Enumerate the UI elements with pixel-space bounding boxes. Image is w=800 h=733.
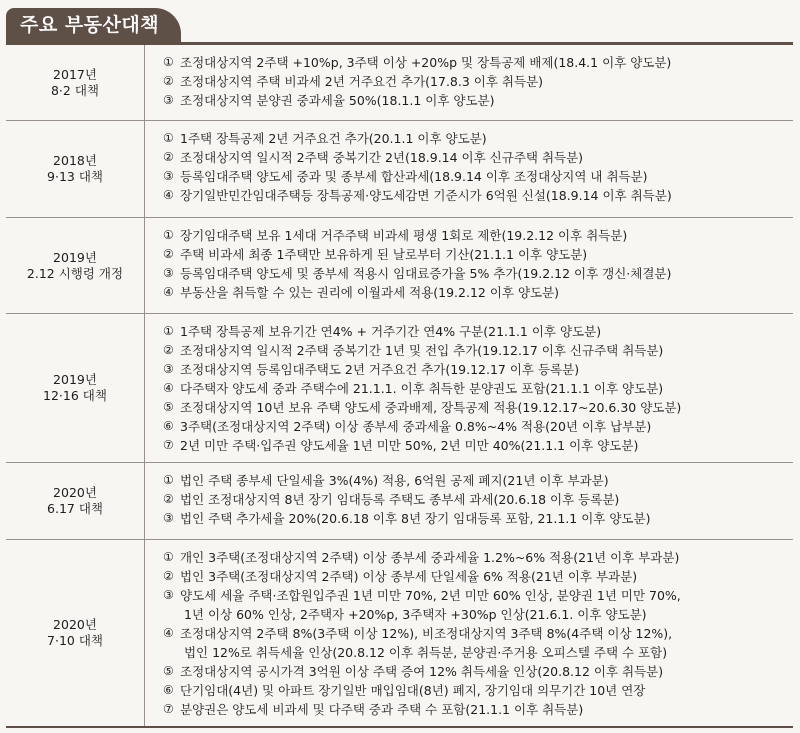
item-text: 1년 이상 60% 인상, 2주택자 +20%p, 3주택자 +30%p 인상(21.6.1. 이후 양도분) <box>180 607 647 622</box>
item-number: ② <box>163 247 174 261</box>
policy-row <box>6 314 793 463</box>
item-text: 조정대상지역 일시적 2주택 중복기간 1년 및 전입 추가(19.12.17 이후 신규주택 취득분) <box>180 343 664 358</box>
policy-item <box>163 662 793 681</box>
policy-label <box>6 45 145 120</box>
policy-item <box>163 567 793 586</box>
item-number: ② <box>163 569 174 583</box>
item-text: 2년 미만 주택·입주권 양도세율 1년 미만 50%, 2년 미만 40%(21.1.1 이후 양도분) <box>180 438 639 453</box>
item-number: ③ <box>163 588 174 602</box>
policy-label <box>6 314 145 462</box>
policy-label-line: 2.12 시행령 개정 <box>26 265 124 281</box>
item-text: 법인 3주택(조정대상지역 2주택) 이상 종부세 단일세율 6% 적용(21년 이후 부과분) <box>180 569 638 584</box>
policy-item <box>163 167 793 186</box>
policy-item <box>163 91 793 110</box>
item-text: 조정대상지역 2주택 +10%p, 3주택 이상 +20%p 및 장특공제 배제(18.4.1 이후 양도분) <box>180 55 672 70</box>
policy-label-line: 2019년 <box>53 372 97 387</box>
item-number: ② <box>163 74 174 88</box>
policy-item <box>163 226 793 245</box>
item-number: ⑦ <box>163 702 174 716</box>
policy-row <box>6 218 793 314</box>
policy-label-line: 2017년 <box>53 66 97 82</box>
item-number: ⑥ <box>163 683 174 697</box>
item-number: ③ <box>163 266 174 280</box>
policy-item <box>163 624 793 643</box>
item-text: 법인 조정대상지역 8년 장기 임대등록 주택도 종부세 과세(20.6.18 이후 등록분) <box>180 492 620 507</box>
policy-table <box>6 42 793 728</box>
item-number: ④ <box>163 285 174 299</box>
policy-items <box>145 218 793 313</box>
policy-row <box>6 540 793 726</box>
policy-item <box>163 379 793 398</box>
item-text: 다주택자 양도세 중과 주택수에 21.1.1. 이후 취득한 분양권도 포함(21.1.1 이후 양도분) <box>180 381 664 396</box>
policy-item <box>163 643 793 662</box>
policy-item <box>163 264 793 283</box>
policy-label-line: 2019년 <box>53 249 97 265</box>
policy-item <box>163 398 793 417</box>
policy-item <box>163 186 793 205</box>
item-number <box>163 605 180 624</box>
item-text: 조정대상지역 분양권 중과세율 50%(18.1.1 이후 양도분) <box>180 93 495 108</box>
item-number: ① <box>163 324 174 338</box>
item-number: ④ <box>163 381 174 395</box>
policy-label-line: 2020년 <box>53 617 97 632</box>
item-text: 단기임대(4년) 및 아파트 장기일반 매입임대(8년) 폐지, 장기임대 의무기간 10년 연장 <box>180 683 646 698</box>
policy-label-line: 2018년 <box>53 153 97 168</box>
policy-label-line: 9·13 대책 <box>47 169 103 184</box>
policy-label-line: 12·16 대책 <box>43 388 107 403</box>
item-number: ① <box>163 131 174 145</box>
item-number: ② <box>163 492 174 506</box>
policy-item <box>163 129 793 148</box>
item-text: 주택 비과세 최종 1주택만 보유하게 된 날로부터 기산(21.1.1 이후 양도분) <box>180 247 588 262</box>
item-text: 양도세 세율 주택·조합원입주권 1년 미만 70%, 2년 미만 60% 인상, 분양권 1년 미만 70%, <box>180 588 681 603</box>
policy-item <box>163 341 793 360</box>
policy-items <box>145 121 793 217</box>
item-text: 조정대상지역 10년 보유 주택 양도세 중과배제, 장특공제 적용(19.12.17~20.6.30 양도분) <box>180 400 682 415</box>
policy-label <box>6 121 145 217</box>
policy-label <box>6 540 145 726</box>
item-text: 1주택 장특공제 보유기간 연4% + 거주기간 연4% 구분(21.1.1 이후 양도분) <box>180 324 602 339</box>
item-text: 1주택 장특공제 2년 거주요건 추가(20.1.1 이후 양도분) <box>180 131 487 146</box>
policy-label-line: 8·2 대책 <box>50 82 99 98</box>
item-number: ③ <box>163 362 174 376</box>
policy-item <box>163 605 793 624</box>
item-text: 3주택(조정대상지역 2주택) 이상 종부세 중과세율 0.8%~4% 적용(20년 이후 납부분) <box>180 419 652 434</box>
policy-label-line: 6.17 대책 <box>47 501 103 516</box>
item-text: 개인 3주택(조정대상지역 2주택) 이상 종부세 중과세율 1.2%~6% 적용(21년 이후 부과분) <box>180 550 680 565</box>
policy-items <box>145 540 793 726</box>
policy-item <box>163 322 793 341</box>
item-number <box>163 643 180 662</box>
policy-item <box>163 436 793 455</box>
item-number: ⑤ <box>163 664 174 678</box>
item-number: ① <box>163 473 174 487</box>
item-number: ④ <box>163 626 174 640</box>
policy-item <box>163 586 793 605</box>
page-title: 주요 부동산대책 <box>6 8 181 42</box>
policy-item <box>163 53 793 72</box>
policy-row <box>6 463 793 540</box>
item-number: ① <box>163 550 174 564</box>
item-text: 조정대상지역 일시적 2주택 중복기간 2년(18.9.14 이후 신규주택 취득분) <box>180 150 584 165</box>
item-text: 분양권은 양도세 비과세 및 다주택 중과 주택 수 포함(21.1.1 이후 취득분) <box>180 702 584 717</box>
item-number: ① <box>163 228 174 242</box>
item-number: ⑥ <box>163 419 174 433</box>
policy-items <box>145 463 793 539</box>
item-text: 부동산을 취득할 수 있는 권리에 이월과세 적용(19.2.12 이후 양도분) <box>180 285 560 300</box>
item-number: ② <box>163 150 174 164</box>
policy-row <box>6 121 793 218</box>
policy-item <box>163 548 793 567</box>
policy-item <box>163 509 793 528</box>
policy-label <box>6 463 145 539</box>
policy-item <box>163 471 793 490</box>
item-text: 조정대상지역 2주택 8%(3주택 이상 12%), 비조정대상지역 3주택 8%(4주택 이상 12%), <box>180 626 673 641</box>
policy-items <box>145 314 793 462</box>
policy-item <box>163 490 793 509</box>
policy-label <box>6 218 145 313</box>
policy-label-line: 7·10 대책 <box>47 633 103 648</box>
policy-item <box>163 700 793 719</box>
item-number: ③ <box>163 93 174 107</box>
item-text: 등록임대주택 양도세 및 종부세 적용시 임대료증가율 5% 추가(19.2.12 이후 갱신·체결분) <box>180 266 672 281</box>
policy-item <box>163 283 793 302</box>
item-text: 조정대상지역 주택 비과세 2년 거주요건 추가(17.8.3 이후 취득분) <box>180 74 544 89</box>
policy-row <box>6 45 793 121</box>
item-text: 법인 주택 종부세 단일세율 3%(4%) 적용, 6억원 공제 폐지(21년 이후 부과분) <box>180 473 609 488</box>
item-text: 법인 12%로 취득세율 인상(20.8.12 이후 취득분, 분양권·주거용 오피스텔 주택 수 포함) <box>180 645 668 660</box>
item-text: 등록임대주택 양도세 중과 및 종부세 합산과세(18.9.14 이후 조정대상지역 내 취득분) <box>180 169 648 184</box>
item-number: ③ <box>163 511 174 525</box>
policy-item <box>163 72 793 91</box>
policy-label-line: 2020년 <box>53 485 97 500</box>
policy-items <box>145 45 793 120</box>
policy-item <box>163 245 793 264</box>
item-number: ① <box>163 55 174 69</box>
item-number: ③ <box>163 169 174 183</box>
item-number: ⑦ <box>163 438 174 452</box>
item-text: 장기임대주택 보유 1세대 거주주택 비과세 평생 1회로 제한(19.2.12 이후 취득분) <box>180 228 628 243</box>
policy-item <box>163 360 793 379</box>
policy-item <box>163 681 793 700</box>
item-text: 조정대상지역 공시가격 3억원 이상 주택 증여 12% 취득세율 인상(20.8.12 이후 취득분) <box>180 664 664 679</box>
item-number: ④ <box>163 188 174 202</box>
item-number: ⑤ <box>163 400 174 414</box>
item-text: 조정대상지역 등록임대주택도 2년 거주요건 추가(19.12.17 이후 등록분) <box>180 362 580 377</box>
item-text: 장기일반민간임대주택등 장특공제·양도세감면 기준시가 6억원 신설(18.9.14 이후 취득분) <box>180 188 672 203</box>
item-text: 법인 주택 추가세율 20%(20.6.18 이후 8년 장기 임대등록 포함, 21.1.1 이후 양도분) <box>180 511 651 526</box>
item-number: ② <box>163 343 174 357</box>
policy-item <box>163 148 793 167</box>
policy-item <box>163 417 793 436</box>
